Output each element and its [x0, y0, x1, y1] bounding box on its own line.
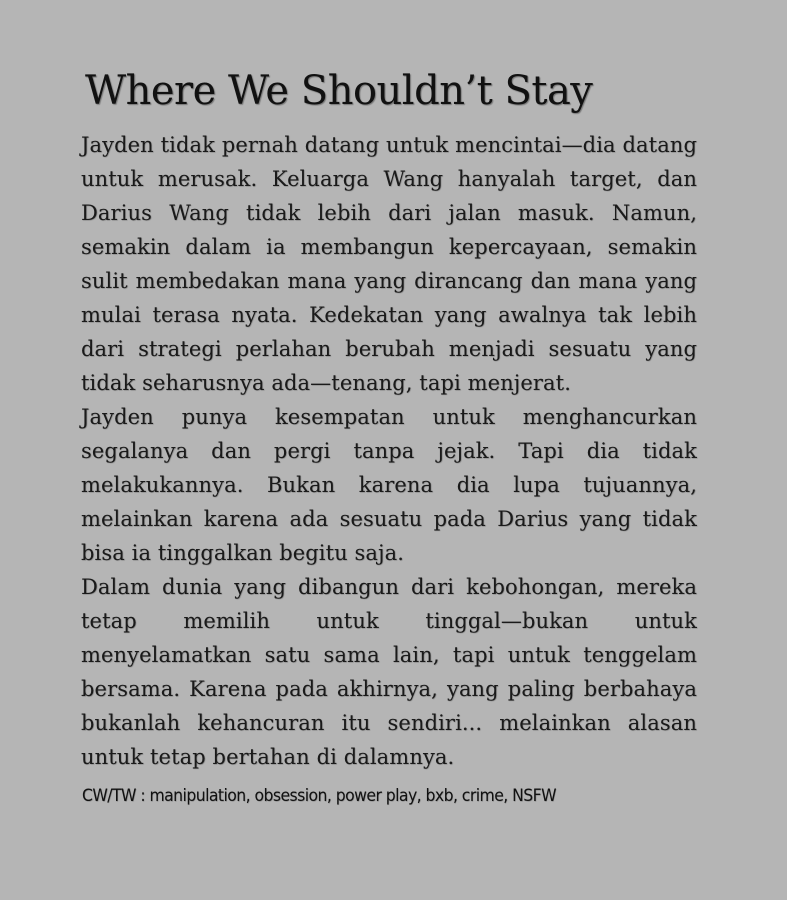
content-warning: CW/TW : manipulation, obsession, power play, bxb, crime, NSFW [82, 786, 556, 806]
synopsis-paragraph-2: Jayden punya kesempatan untuk menghancurkan segalanya dan pergi tanpa jejak. Tapi dia tidak melakukannya. Bukan karena dia lupa tujuannya, melainkan karena ada sesuatu pada Darius yang tidak bisa ia tinggalkan begitu saja. [81, 405, 697, 565]
synopsis-paragraph-1: Jayden tidak pernah datang untuk mencintai—dia datang untuk merusak. Keluarga Wang hanyalah target, dan Darius Wang tidak lebih dari jalan masuk. Namun, semakin dalam ia membangun kepercayaan, semakin sulit membedakan mana yang dirancang dan mana yang mulai terasa nyata. Kedekatan yang awalnya tak lebih dari strategi perlahan berubah menjadi sesuatu yang tidak seharusnya ada—tenang, tapi menjerat. [81, 133, 697, 395]
synopsis-page [81, 62, 697, 808]
synopsis-paragraph-3: Dalam dunia yang dibangun dari kebohongan, mereka tetap memilih untuk tinggal—bukan untuk menyelamatkan satu sama lain, tapi untuk tenggelam bersama. Karena pada akhirnya, yang paling berbahaya bukanlah kehancuran itu sendiri... melainkan alasan untuk tetap bertahan di dalamnya. [81, 575, 697, 769]
story-title: Where We Shouldn’t Stay [85, 68, 593, 114]
